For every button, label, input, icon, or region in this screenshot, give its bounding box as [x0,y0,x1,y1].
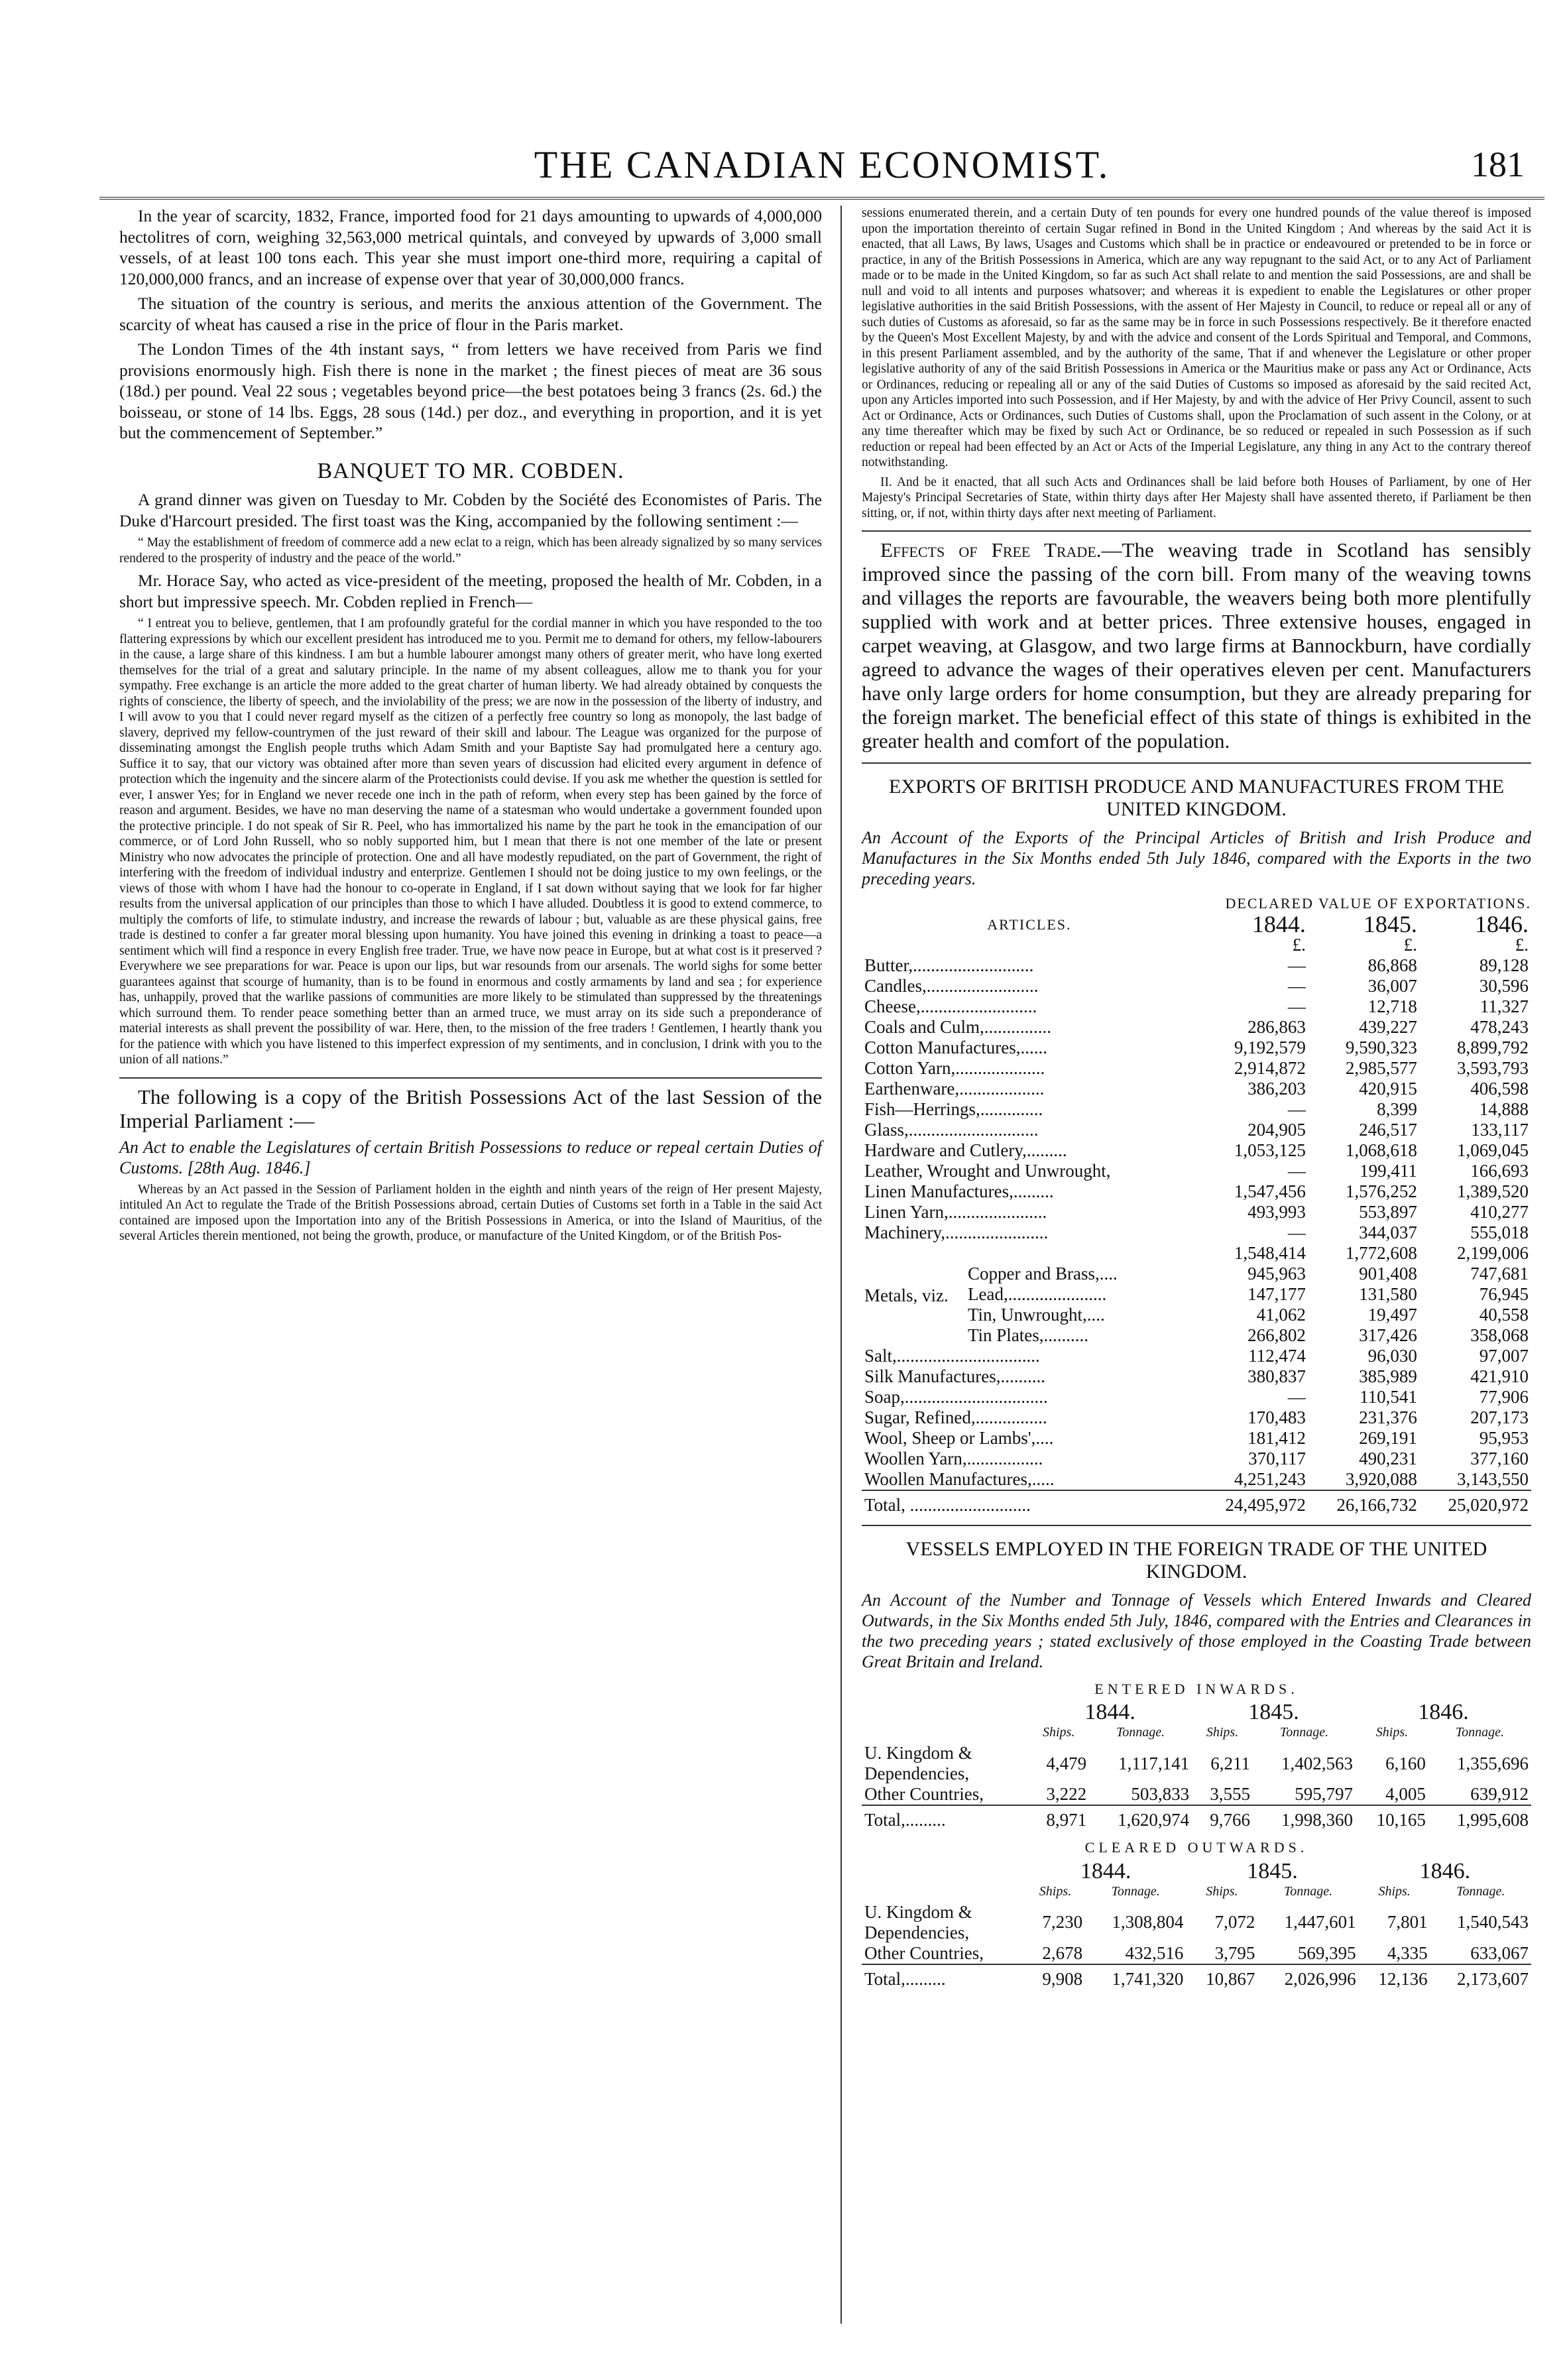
paragraph-france-scarcity: In the year of scarcity, 1832, France, imported food for 21 days amounting to upwards of 4,000,000 hectolitres of corn, weighing 32,563,000 metrical quintals, and conveyed by upwards of 3,000 small vessels, of at least 100 tons each. This year she must import one-third more, requiring a capital of 120,000,000 francs, and an increase of expense over that year of 30,000,000 francs. [119,206,822,288]
export-value: 14,888 [1479,1099,1529,1119]
vessel-value: 12,136 [1359,1964,1430,1990]
page-header [99,136,1544,200]
exports-subtitle: An Account of the Exports of the Principal Articles of British and Irish Produce and Manufactures in the Six Months ended 5th July 1846, compared with the Exports in the two preceding years. [862,828,1531,888]
export-value: 246,517 [1359,1119,1417,1140]
vessel-value: 1,998,360 [1253,1805,1356,1830]
vessel-value: 4,335 [1387,1942,1428,1963]
export-row [862,1366,1531,1387]
article-label: Cheese,.......................... [864,996,1037,1016]
article-label: Leather, Wrought and Unwrought, [864,1160,1111,1181]
export-value: — [1287,996,1306,1016]
vessel-year: 1845. [1247,1858,1298,1883]
vessel-row-label [862,1743,1028,1784]
vessel-value: 9,908 [1025,1964,1085,1990]
export-row [862,1099,1531,1120]
export-value: 11,327 [1480,996,1529,1016]
page-title: THE CANADIAN ECONOMIST. [534,143,1110,186]
tonnage-label: Tonnage. [1116,1725,1165,1740]
currency-label: £. [1403,934,1417,955]
export-row [862,1120,1531,1140]
vessel-subheader-row [862,1881,1531,1902]
uk-label-line: U. Kingdom & [864,1901,972,1922]
metals-group-label: Metals, viz. [864,1285,949,1305]
vessel-value: 10,165 [1356,1805,1428,1830]
export-value: 385,989 [1359,1366,1417,1386]
export-value: 76,945 [1479,1283,1529,1304]
export-row [862,1243,1531,1264]
article-label: Soap,................................ [864,1386,1048,1407]
article-label: Wool, Sheep or Lambs',.... [864,1427,1054,1448]
export-value: 8,399 [1377,1099,1417,1119]
article-label: Woollen Manufactures,..... [864,1468,1055,1489]
vessel-row-label: Other Countries, [864,1942,984,1963]
ships-label: Ships. [1042,1725,1075,1740]
article-label: Cotton Yarn,.................... [864,1057,1045,1078]
tonnage-label: Tonnage. [1111,1883,1160,1899]
export-value: 110,541 [1360,1386,1417,1407]
export-value: 386,203 [1248,1078,1306,1099]
export-value: 747,681 [1470,1263,1529,1283]
paragraph-london-times: The London Times of the 4th instant says, “ from letters we have received from Paris we find provisions enormously high. Fish there is none in the market ; the finest pieces of meat are 36 sous (18d.) per pound. Veal 22 sous ; vegetables beyond price—the best potatoes being 3 francs (2s. 6d.) the boisseau, or stone of 14 lbs. Eggs, 28 sous (14d.) per doz., and everything in proportion, and it is yet but the commencement of September.” [119,339,822,442]
export-value: 181,412 [1248,1427,1306,1448]
paragraph-horace-say: Mr. Horace Say, who acted as vice-president of the meeting, proposed the health of Mr. Cobden, in a short but impressive speech. Mr. Cobden replied in French— [119,571,822,611]
export-row [862,1079,1531,1099]
page-number: 181 [1471,145,1525,184]
export-value: 439,227 [1359,1016,1417,1037]
right-column [862,206,1531,1990]
export-value: 555,018 [1470,1222,1529,1242]
vessel-value: 6,211 [1210,1753,1250,1773]
free-trade-text: —The weaving trade in Scotland has sensibly improved since the passing of the corn bill. From many of the weaving towns and villages the reports are favourable, the weavers being both more plentifully supplied with work and at better prices. Three extensive houses, engaged in carpet weaving, at Glasgow, and two large firms at Bannockburn, have cordially agreed to advance the wages of their operatives eleven per cent. Manufacturers have only large orders for home consumption, but they are already preparing for the foreign market. The beneficial effect of this state of things is exhibited in the greater health and comfort of the population. [862,538,1531,752]
export-row [862,1284,1531,1305]
uk-label-line: Dependencies, [864,1922,970,1942]
export-value: 3,593,793 [1457,1057,1529,1078]
vessels-heading: VESSELS EMPLOYED IN THE FOREIGN TRADE OF THE UNITED KINGDOM. [905,1537,1487,1582]
export-value: 97,007 [1479,1345,1529,1366]
export-value: — [1287,1099,1306,1119]
act-title: An Act to enable the Legislatures of certain British Possessions to reduce or repeal certain Duties of Customs. [28th Aug. 1846.] [119,1137,822,1177]
export-row [862,1325,1531,1346]
export-value: 1,053,125 [1234,1140,1306,1160]
export-row [862,1387,1531,1407]
paragraph-act-continued: sessions enumerated therein, and a certain Duty of ten pounds for every one hundred pounds of the value thereof is imposed upon the importation thereinto of certain Sugar refined in Bond in the United Kingdom ; And whereas by the said Act it is enacted, that all Laws, By laws, Usages and Customs which shall be in practice or endeavoured or pretended to be in force or practice, in any of the British Possessions in America, which are any way repugnant to the said Act, or to any Act of Parliament made or to be made in the United Kingdom, so far as such Act shall relate to and mention the said Possessions, are and shall be null and void to all intents and purposes whatsover; and whereas it is expedient to enable the Legislatures or other proper legislative authorities in the said British Possessions, with the assent of Her Majesty in Council, to reduce or repeal all or any of such duties of Customs as aforesaid, so far as the same may be in force in such Possessions respectively. Be it therefore enacted by the Queen's Most Excellent Majesty, by and with the advice and consent of the Lords Spiritual and Temporal, and Commons, in this present Parliament assembled, and by the authority of the same, That if and whenever the Legislature or other proper legislative authority of any of the said British Possessions in America or the Mauritius make or pass any Act or Ordinance, Acts or Ordinances, reducing or repealing all or any of the said Duties of Customs so imposed as aforesaid by the said recited Act, upon any Articles imported into such Possession, and if Her Majesty, by and with the advice of Her Privy Council, assent to such Act or Ordinance, Acts or Ordinances, such Duties of Customs shall, upon the Proclamation of such assent in the Colony, or at any time thereafter which may be fixed by such Act or Ordinance, be so reduced or repealed in such Possession as if such reduction or repeal had been effected by an Act or Acts of the Imperial Legislature, any thing in any Act to the contrary thereof notwithstanding. [862,206,1531,469]
export-value: 553,897 [1359,1201,1417,1222]
export-row [862,996,1531,1017]
exports-total-row [862,1490,1531,1516]
vessel-value: 569,395 [1297,1942,1356,1963]
export-row [862,1058,1531,1079]
cleared-outwards-label: CLEARED OUTWARDS. [1084,1839,1308,1856]
section-rule [862,1525,1531,1526]
vessel-value: 10,867 [1186,1964,1257,1990]
section-rule [862,530,1531,532]
export-row [862,1017,1531,1038]
article-label: Coals and Culm,............... [864,1016,1051,1037]
article-label: Lead,...................... [968,1283,1107,1304]
export-value: 4,251,243 [1234,1468,1306,1489]
export-value: 1,576,252 [1345,1181,1417,1201]
vessel-row-label [862,1702,1028,1722]
vessel-row-label: Other Countries, [864,1784,984,1804]
export-value: 96,030 [1367,1345,1417,1366]
export-value: 12,718 [1367,996,1417,1016]
export-value: 1,548,414 [1234,1242,1306,1263]
export-value: 147,177 [1248,1283,1306,1304]
export-value: 344,037 [1359,1222,1417,1242]
year-header: 1846. [1475,910,1529,937]
vessel-row [862,1784,1531,1805]
vessel-value: 6,160 [1385,1753,1426,1773]
vessel-year: 1846. [1419,1858,1471,1883]
article-label: Linen Manufactures,......... [864,1181,1054,1201]
vessel-value: 1,741,320 [1085,1964,1186,1990]
article-label: Copper and Brass,.... [968,1263,1118,1283]
vessel-year: 1844. [1080,1858,1132,1883]
vessel-value: 2,173,607 [1430,1964,1531,1990]
vessel-year-row [862,1702,1531,1722]
vessel-value: 7,801 [1387,1912,1428,1932]
export-value: 421,910 [1470,1366,1529,1386]
vessel-value: 2,678 [1042,1942,1083,1963]
vessels-subtitle: An Account of the Number and Tonnage of Vessels which Entered Inwards and Cleared Outwards, in the Six Months ended 5th July, 1846, compared with the Entries and Clearances in the two preceding years ; stated exclusively of those employed in the Coasting Trade between Great Britain and Ireland. [862,1590,1531,1671]
total-value: 25,020,972 [1420,1490,1531,1516]
vessel-value: 7,072 [1214,1912,1255,1932]
article-label: Glass,............................. [864,1119,1039,1140]
export-value: 199,411 [1360,1160,1417,1181]
export-value: 36,007 [1367,975,1417,996]
vessel-value: 3,795 [1214,1942,1255,1963]
vessel-value: 1,620,974 [1089,1805,1192,1830]
export-value: 9,590,323 [1345,1037,1417,1057]
export-value: 3,920,088 [1345,1468,1417,1489]
tonnage-label: Tonnage. [1456,1883,1505,1899]
vessel-value: 432,516 [1125,1942,1184,1963]
article-label: Tin Plates,.......... [968,1325,1089,1345]
vessel-value: 1,540,543 [1457,1912,1529,1932]
paragraph-toast: “ May the establishment of freedom of commerce add a new eclat to a reign, which has been already signalized by so many services rendered to the prosperity of industry and the peace of the world.” [119,536,822,565]
export-value: 317,426 [1359,1325,1417,1345]
vessel-row [862,1943,1531,1964]
banquet-heading: BANQUET TO MR. COBDEN. [317,458,624,483]
tonnage-label: Tonnage. [1455,1725,1505,1740]
export-value: 131,580 [1359,1283,1417,1304]
vessel-value: 7,230 [1042,1912,1083,1932]
cleared-outwards-table [862,1858,1531,1990]
article-label: Candles,......................... [864,975,1039,996]
articles-header: ARTICLES. [987,916,1072,933]
export-value: 269,191 [1359,1427,1417,1448]
paragraph-banquet-intro: A grand dinner was given on Tuesday to Mr. Cobden by the Société des Economistes of Paris. The Duke d'Harcourt presided. The first toast was the King, accompanied by the following sentiment :— [119,490,822,530]
paragraph-situation: The situation of the country is serious, and merits the anxious attention of the Government. The scarcity of wheat has caused a rise in the price of flour in the Paris market. [119,294,822,334]
vessel-row-label [862,1861,1025,1881]
uk-label-line: Dependencies, [864,1763,970,1783]
export-value: 95,953 [1479,1427,1529,1448]
vessel-subheader-row [862,1722,1531,1743]
export-value: 266,802 [1248,1325,1306,1345]
export-row [862,1222,1531,1243]
export-value: 207,173 [1470,1407,1529,1427]
article-label: Machinery,....................... [864,1222,1049,1242]
article-label: Woollen Yarn,................. [864,1448,1043,1468]
export-row [862,1305,1531,1325]
year-header: 1844. [1251,910,1306,937]
export-row [862,1469,1531,1490]
currency-label: £. [1292,934,1306,955]
column-divider [841,206,842,2324]
export-row [862,1428,1531,1449]
export-value: 358,068 [1470,1325,1529,1345]
export-value: 89,128 [1479,955,1529,975]
export-value: — [1287,1160,1306,1181]
export-value: 370,117 [1248,1448,1306,1468]
article-label: Silk Manufactures,.......... [864,1366,1045,1386]
export-value: 3,143,550 [1457,1468,1529,1489]
export-value: 1,068,618 [1345,1140,1417,1160]
export-value: 2,199,006 [1457,1242,1529,1263]
export-value: 86,868 [1367,955,1417,975]
section-rule [119,1077,822,1079]
export-row [862,1161,1531,1181]
vessel-value: 1,447,601 [1284,1912,1356,1932]
export-value: 901,408 [1359,1263,1417,1283]
article-label: Linen Yarn,...................... [864,1201,1047,1222]
total-value: 26,166,732 [1308,1490,1420,1516]
export-value: 493,993 [1248,1201,1306,1222]
export-row [862,1140,1531,1161]
export-value: 2,914,872 [1234,1057,1306,1078]
export-row [862,955,1531,976]
export-row [862,1038,1531,1058]
export-row [862,1181,1531,1202]
export-value: 204,905 [1248,1119,1306,1140]
vessel-value: 3,555 [1210,1784,1250,1804]
export-value: 170,483 [1248,1407,1306,1427]
vessel-value: 1,117,141 [1118,1753,1190,1773]
export-value: 30,596 [1479,975,1529,996]
export-row [862,1449,1531,1469]
export-value: 286,863 [1248,1016,1306,1037]
export-value: 8,899,792 [1457,1037,1529,1057]
export-value: 1,772,608 [1345,1242,1417,1263]
export-value: — [1287,955,1306,975]
free-trade-label: Effects of Free Trade. [880,538,1102,562]
vessel-year: 1846. [1418,1700,1469,1724]
article-label: Cotton Manufactures,...... [864,1037,1047,1057]
vessel-row-label [862,1902,1025,1943]
paragraph-act-section-ii: II. And be it enacted, that all such Acts and Ordinances shall be laid before both Houses of Parliament, by one of Her Majesty's Principal Secretaries of State, within thirty days after Her Majesty shall have assented thereto, if Parliament be then sitting, or, if not, within thirty days after next meeting of Parliament. [862,475,1531,520]
vessel-value: 3,222 [1046,1784,1087,1804]
paragraph-act-intro: The following is a copy of the British Possessions Act of the last Session of the Imperial Parliament :— [119,1085,822,1132]
entered-inwards-label: ENTERED INWARDS. [1094,1680,1299,1697]
export-row [862,1264,1531,1284]
ships-label: Ships. [1206,1883,1238,1899]
export-value: 166,693 [1470,1160,1529,1181]
vessel-value: 1,355,696 [1457,1753,1529,1773]
exports-heading: EXPORTS OF BRITISH PRODUCE AND MANUFACTURES FROM THE UNITED KINGDOM. [888,776,1505,820]
vessel-value: 1,308,804 [1112,1912,1184,1932]
vessel-row-label [862,1722,1028,1743]
export-value: 1,389,520 [1457,1181,1529,1201]
export-value: 9,192,579 [1234,1037,1306,1057]
vessel-value: 4,479 [1046,1753,1087,1773]
export-value: 380,837 [1248,1366,1306,1386]
paragraph-cobden-speech: “ I entreat you to believe, gentlemen, that I am profoundly grateful for the cordial manner in which you have responded to the too flattering expressions by which our excellent president has introduced me to you. Permit me to demand for others, my fellow-labourers in the cause, a large share of this kindness. I am but a humble labourer amongst many others of greater merit, who have long exerted themselves for the trial of a great and salutary principle. In the name of my absent colleagues, allow me to thank you for your sympathy. Free exchange is an article the more added to the great charter of human liberty. We had already obtained by conquests the rights of conscience, the liberty of speech, and the inviolability of the press; we are now in the possession of the liberty of industry, and I will avow to you that I could never regard myself as the citizen of a perfectly free country so long as monopoly, the last badge of slavery, deprived my fellow-countrymen of the just reward of their skill and labour. The League was organized for the purpose of disseminating amongst the English people truths which Adam Smith and your Baptiste Say had promulgated here a century ago. Suffice it to say, that our victory was obtained after more than seven years of discussion had elicited every argument in defence of protection which the ingenuity and the sincere alarm of the Protectionists could devise. If you ask me whether the question is settled for ever, I answer Yes; for in England we never recede one inch in the path of reform, when every step has been gained by the force of reason and argument. Besides, we have no man deserving the name of a statesman who would undertake a government founded upon the protective principle. I do not speak of Sir R. Peel, who has immortalized his name by the part he took in the emancipation of our commerce, or of Lord John Russell, who so nobly supported him, but I mean that there is not one member of the late or present Ministry who now advocates the principle of protection. One and all have modestly repudiated, on the part of Government, the right of interfering with the freedom of individual industry and enterprize. Gentlemen I should not be doing justice to my own feelings, or the views of those with whom I have had the honour to co-operate in England, if I sat down without saying that we look for far higher results from the universal application of our principles than those to which I have alluded. Doubtless it is good to extend commerce, to multiply the comforts of life, to stimulate industry, and increase the rewards of labour ; but, valuable as are these physical gains, free trade is destined to confer a far greater moral blessing upon humanity. You have joined this evening in drinking a toast to peace—a sentiment which will find a responce in every English free trader. True, we have now peace in Europe, but at what cost is it preserved ? Everywhere we see preparations for war. Peace is upon our lips, but war resounds from our arsenals. The world sighs for some better guarantees against that scourge of humanity, than is to be found in enormous and costly armaments by land and sea ; for experience has, unhappily, proved that the warlike passions of communities are more likely to be stimulated than suppressed by the threatenings which surround them. To render peace something better than an armed truce, we must array on its side such a preponderance of material interests as shall prevent the possibility of war. Here, then, to the mission of the free traders ! Gentlemen, I heartly thank you for the patience with which you have listened to this imperfect expression of my sentiments, and in conclusion, I drink with you to the union of all nations.” [119,617,822,1067]
export-value: 410,277 [1470,1201,1529,1222]
vessel-value: 503,833 [1131,1784,1190,1804]
export-value: 377,160 [1470,1448,1529,1468]
uk-label-line: U. Kingdom & [864,1743,972,1763]
export-row [862,1202,1531,1222]
vessel-year: 1844. [1084,1700,1135,1724]
export-value: 478,243 [1470,1016,1529,1037]
export-value: 231,376 [1359,1407,1417,1427]
vessel-row [862,1743,1531,1784]
article-label: Earthenware,................... [864,1078,1045,1099]
article-label: Fish—Herrings,.............. [864,1099,1043,1119]
exports-table [862,910,1531,1516]
vessel-year: 1845. [1248,1700,1299,1724]
export-value: 420,915 [1359,1078,1417,1099]
export-value: 1,069,045 [1457,1140,1529,1160]
export-value: 41,062 [1256,1304,1306,1325]
export-value: 1,547,456 [1234,1181,1306,1201]
vessel-value: 8,971 [1028,1805,1089,1830]
vessel-row [862,1805,1531,1830]
export-row [862,1346,1531,1366]
vessel-row [862,1964,1531,1990]
vessel-row-label: Total,......... [862,1964,1025,1990]
tonnage-label: Tonnage. [1283,1883,1333,1899]
currency-label: £. [1515,934,1529,955]
vessel-value: 1,402,563 [1281,1753,1353,1773]
vessel-row-label [862,1881,1025,1902]
vessel-value: 2,026,996 [1257,1964,1358,1990]
vessel-row [862,1902,1531,1943]
export-value: 2,985,577 [1345,1057,1417,1078]
export-value: 945,963 [1248,1263,1306,1283]
vessel-value: 1,995,608 [1428,1805,1531,1830]
export-value: 406,598 [1470,1078,1529,1099]
article-label: Tin, Unwrought,.... [968,1304,1105,1325]
vessel-value: 595,797 [1295,1784,1353,1804]
vessel-row-label: Total,......... [862,1805,1028,1830]
article-label: Sugar, Refined,................ [864,1407,1047,1427]
paragraph-free-trade [862,538,1531,753]
year-header: 1845. [1363,910,1417,937]
entered-inwards-table [862,1702,1531,1830]
left-column [119,206,822,1248]
export-value: 490,231 [1359,1448,1417,1468]
vessel-year-row [862,1861,1531,1881]
vessel-value: 633,067 [1470,1942,1529,1963]
article-label: Salt,................................ [864,1345,1040,1366]
export-row [862,1407,1531,1428]
export-value: — [1287,1222,1306,1242]
export-value: 133,117 [1471,1119,1529,1140]
ships-label: Ships. [1206,1725,1239,1740]
tonnage-label: Tonnage. [1279,1725,1329,1740]
ships-label: Ships. [1375,1725,1409,1740]
vessel-value: 639,912 [1470,1784,1529,1804]
vessel-value: 4,005 [1385,1784,1426,1804]
export-value: 77,906 [1479,1386,1529,1407]
total-label: Total, ........................... [862,1490,1197,1516]
newspaper-page [99,136,1544,2337]
declared-value-label: DECLARED VALUE OF EXPORTATIONS. [1225,895,1531,912]
export-value: — [1287,975,1306,996]
export-value: — [1287,1386,1306,1407]
paragraph-act-text: Whereas by an Act passed in the Session of Parliament holden in the eighth and ninth years of the reign of Her present Majesty, intituled An Act to regulate the Trade of the British Possessions abroad, certain Duties of Customs set forth in a Table in the said Act contained are imposed upon the Importation into any of the British Possessions in America, or into the Island of Mauritius, of the several Articles therein mentioned, not being the growth, produce, or manufacture of the United Kingdom, or of the British Pos- [119,1182,822,1243]
export-value: 19,497 [1367,1304,1417,1325]
export-row [862,976,1531,996]
export-value: 40,558 [1479,1304,1529,1325]
vessel-value: 9,766 [1192,1805,1253,1830]
total-value: 24,495,972 [1197,1490,1308,1516]
export-value: 112,474 [1248,1345,1306,1366]
article-label: Hardware and Cutlery,......... [864,1140,1067,1160]
article-label: Butter,........................... [864,955,1034,975]
ships-label: Ships. [1039,1883,1072,1899]
section-rule [862,762,1531,764]
ships-label: Ships. [1378,1883,1411,1899]
